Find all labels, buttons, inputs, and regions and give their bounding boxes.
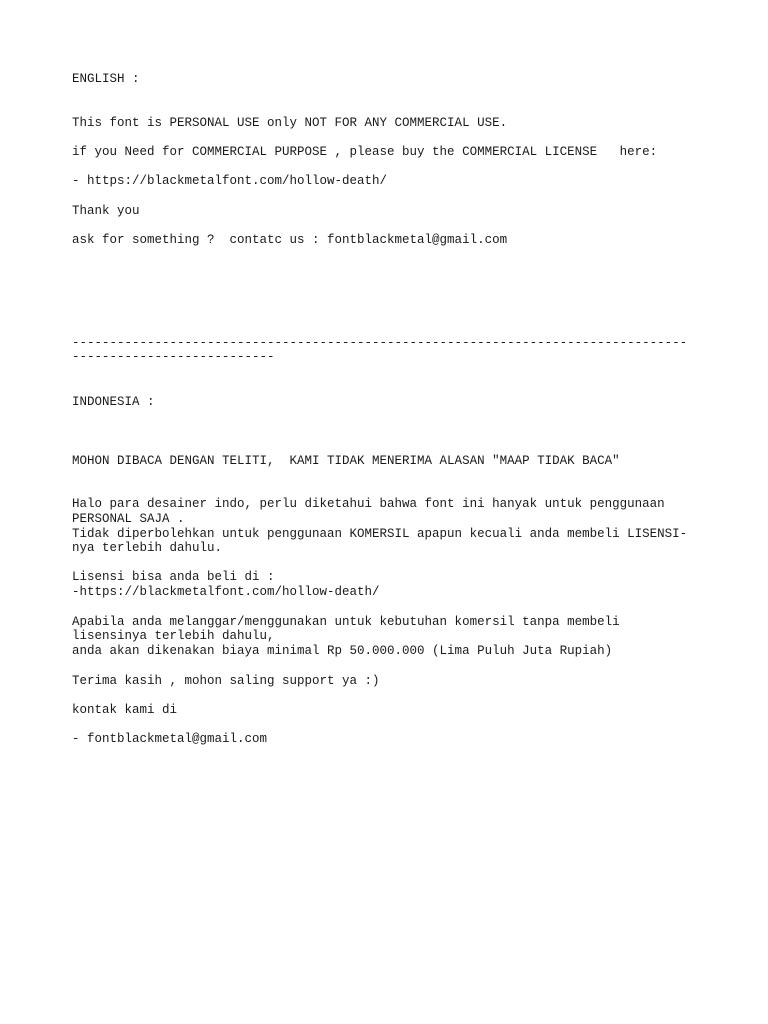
indonesia-para2-line-1: Apabila anda melanggar/menggunakan untuk kebutuhan komersil tanpa membeli xyxy=(72,615,620,629)
english-heading: ENGLISH : xyxy=(72,72,140,86)
indonesia-para1-line-4: nya terlebih dahulu. xyxy=(72,541,223,555)
indonesia-para1-line-2: PERSONAL SAJA . xyxy=(72,512,185,526)
indonesia-contact-label: kontak kami di xyxy=(72,703,178,717)
indonesia-license-label: Lisensi bisa anda beli di : xyxy=(72,570,275,584)
indonesia-para2-line-3: anda akan dikenakan biaya minimal Rp 50.000.000 (Lima Puluh Juta Rupiah) xyxy=(72,644,613,658)
indonesia-heading: INDONESIA : xyxy=(72,395,155,409)
english-license-link[interactable]: - https://blackmetalfont.com/hollow-death/ xyxy=(72,174,388,188)
english-commercial-license-notice: if you Need for COMMERCIAL PURPOSE , please buy the COMMERCIAL LICENSE here: xyxy=(72,145,658,159)
indonesia-license-link[interactable]: -https://blackmetalfont.com/hollow-death/ xyxy=(72,585,380,599)
english-thanks: Thank you xyxy=(72,204,140,218)
indonesia-warning: MOHON DIBACA DENGAN TELITI, KAMI TIDAK MENERIMA ALASAN "MAAP TIDAK BACA" xyxy=(72,454,620,468)
indonesia-thanks: Terima kasih , mohon saling support ya :) xyxy=(72,674,380,688)
indonesia-email[interactable]: - fontblackmetal@gmail.com xyxy=(72,732,268,746)
indonesia-para1-line-1: Halo para desainer indo, perlu diketahui bahwa font ini hanyak untuk penggunaan xyxy=(72,497,665,511)
english-contact: ask for something ? contatc us : fontblackmetal@gmail.com xyxy=(72,233,508,247)
english-personal-use-notice: This font is PERSONAL USE only NOT FOR ANY COMMERCIAL USE. xyxy=(72,116,508,130)
indonesia-para2-line-2: lisensinya terlebih dahulu, xyxy=(72,629,275,643)
divider-line-1: ---------------------------------------------------------------------------------- xyxy=(72,336,688,350)
indonesia-para1-line-3: Tidak diperbolehkan untuk penggunaan KOMERSIL apapun kecuali anda membeli LISENSI- xyxy=(72,527,688,541)
divider-line-2: --------------------------- xyxy=(72,350,275,364)
